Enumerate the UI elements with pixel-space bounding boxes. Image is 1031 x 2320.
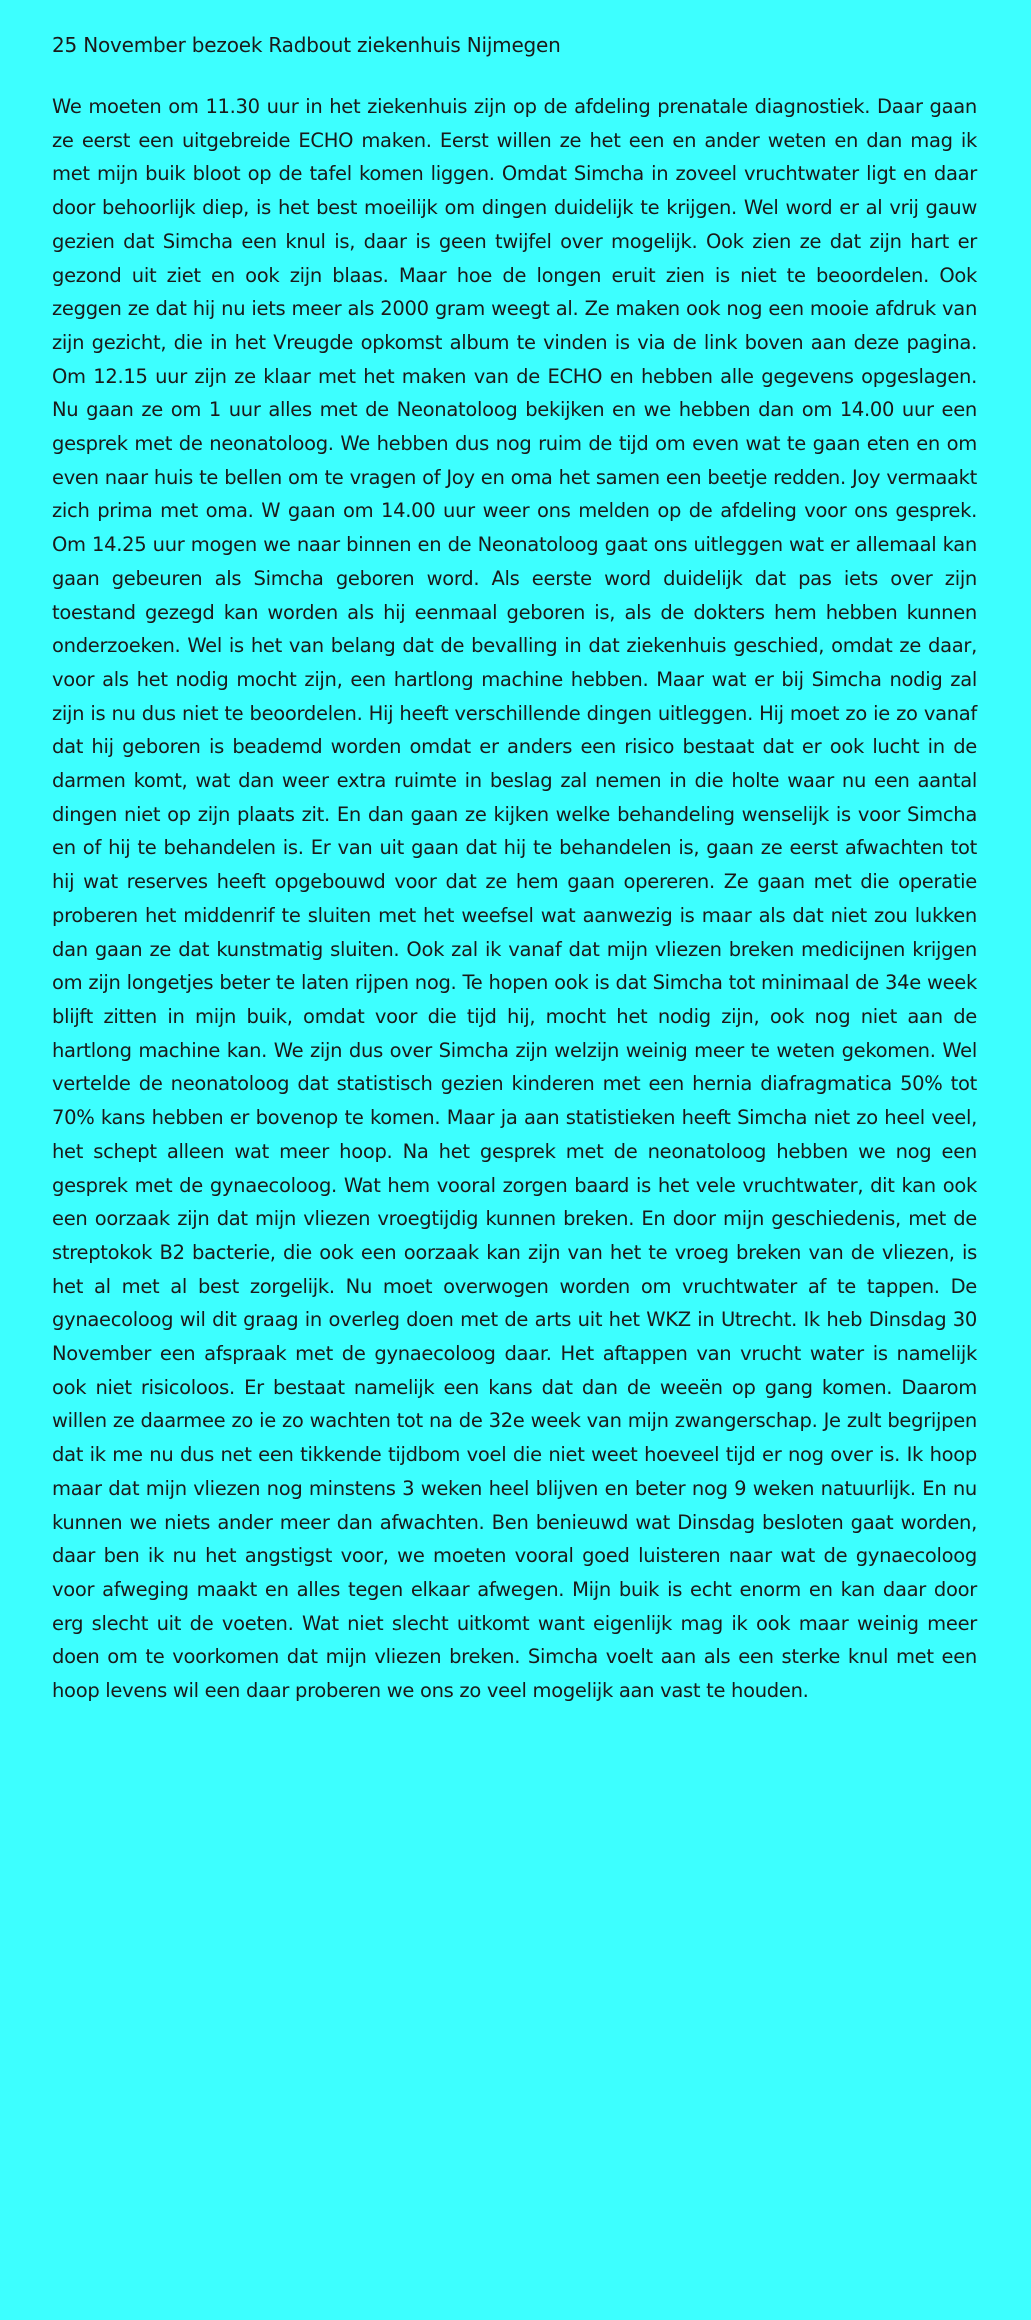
body-paragraph: We moeten om 11.30 uur in het ziekenhuis zijn op de afdeling prenatale diagnostiek. Daar gaan ze eerst een uitgebreide ECHO maken. Eerst willen ze het een en ander weten en dan mag ik met mijn buik bloot op de tafel komen liggen. Omdat Simcha in zoveel vruchtwater ligt en daar door behoorlijk diep, is het best moeilijk om dingen duidelijk te krijgen. Wel word er al vrij gauw gezien dat Simcha een knul is, daar is geen twijfel over mogelijk. Ook zien ze dat zijn hart er gezond uit ziet en ook zijn blaas. Maar hoe de longen eruit zien is niet te beoordelen. Ook zeggen ze dat hij nu iets meer als 2000 gram weegt al. Ze maken ook nog een mooie afdruk van zijn gezicht, die in het Vreugde opkomst album te vinden is via de link boven aan deze pagina. Om 12.15 uur zijn ze klaar met het maken van de ECHO en hebben alle gegevens opgeslagen. Nu gaan ze om 1 uur alles met de Neonatoloog bekijken en we hebben dan om 14.00 uur een gesprek met de neonatoloog. We hebben dus nog ruim de tijd om even wat te gaan eten en om even naar huis te bellen om te vragen of Joy en oma het samen een beetje redden. Joy vermaakt zich prima met oma. W gaan om 14.00 uur weer ons melden op de afdeling voor ons gesprek. Om 14.25 uur mogen we naar binnen en de Neonatoloog gaat ons uitleggen wat er allemaal kan gaan gebeuren als Simcha geboren word. Als eerste word duidelijk dat pas iets over zijn toestand gezegd kan worden als hij eenmaal geboren is, als de dokters hem hebben kunnen onderzoeken. Wel is het van belang dat de bevalling in dat ziekenhuis geschied, omdat ze daar, voor als het nodig mocht zijn, een hartlong machine hebben. Maar wat er bij Simcha nodig zal zijn is nu dus niet te beoordelen. Hij heeft verschillende dingen uitleggen. Hij moet zo ie zo vanaf dat hij geboren is beademd worden omdat er anders een risico bestaat dat er ook lucht in de darmen komt, wat dan weer extra ruimte in beslag zal nemen in die holte waar nu een aantal dingen niet op zijn plaats zit. En dan gaan ze kijken welke behandeling wenselijk is voor Simcha en of hij te behandelen is. Er van uit gaan dat hij te behandelen is, gaan ze eerst afwachten tot hij wat reserves heeft opgebouwd voor dat ze hem gaan opereren. Ze gaan met die operatie proberen het middenrif te sluiten met het weefsel wat aanwezig is maar als dat niet zou lukken dan gaan ze dat kunstmatig sluiten. Ook zal ik vanaf dat mijn vliezen breken medicijnen krijgen om zijn longetjes beter te laten rijpen nog. Te hopen ook is dat Simcha tot minimaal de 34e week blijft zitten in mijn buik, omdat voor die tijd hij, mocht het nodig zijn, ook nog niet aan de hartlong machine kan. We zijn dus over Simcha zijn welzijn weinig meer te weten gekomen. Wel vertelde de neonatoloog dat statistisch gezien kinderen met een hernia diafragmatica 50% tot 70% kans hebben er bovenop te komen. Maar ja aan statistieken heeft Simcha niet zo heel veel, het schept alleen wat meer hoop. Na het gesprek met de neonatoloog hebben we nog een gesprek met de gynaecoloog. Wat hem vooral zorgen baard is het vele vruchtwater, dit kan ook een oorzaak zijn dat mijn vliezen vroegtijdig kunnen breken. En door mijn geschiedenis, met de streptokok B2 bacterie, die ook een oorzaak kan zijn van het te vroeg breken van de vliezen, is het al met al best zorgelijk. Nu moet overwogen worden om vruchtwater af te tappen. De gynaecoloog wil dit graag in overleg doen met de arts uit het WKZ in Utrecht. Ik heb Dinsdag 30 November een afspraak met de gynaecoloog daar. Het aftappen van vrucht water is namelijk ook niet risicoloos. Er bestaat namelijk een kans dat dan de weeën op gang komen. Daarom willen ze daarmee zo ie zo wachten tot na de 32e week van mijn zwangerschap. Je zult begrijpen dat ik me nu dus net een tikkende tijdbom voel die niet weet hoeveel tijd er nog over is. Ik hoop maar dat mijn vliezen nog minstens 3 weken heel blijven en beter nog 9 weken natuurlijk. En nu kunnen we niets ander meer dan afwachten. Ben benieuwd wat Dinsdag besloten gaat worden, daar ben ik nu het angstigst voor, we moeten vooral goed luisteren naar wat de gynaecoloog voor afweging maakt en alles tegen elkaar afwegen. Mijn buik is echt enorm en kan daar door erg slecht uit de voeten. Wat niet slecht uitkomt want eigenlijk mag ik ook maar weinig meer doen om te voorkomen dat mijn vliezen breken. Simcha voelt aan als een sterke knul met een hoop levens wil een daar proberen we ons zo veel mogelijk aan vast te houden. [52,95,977,1703]
page-title: 25 November bezoek Radbout ziekenhuis Nijmegen [52,33,561,57]
